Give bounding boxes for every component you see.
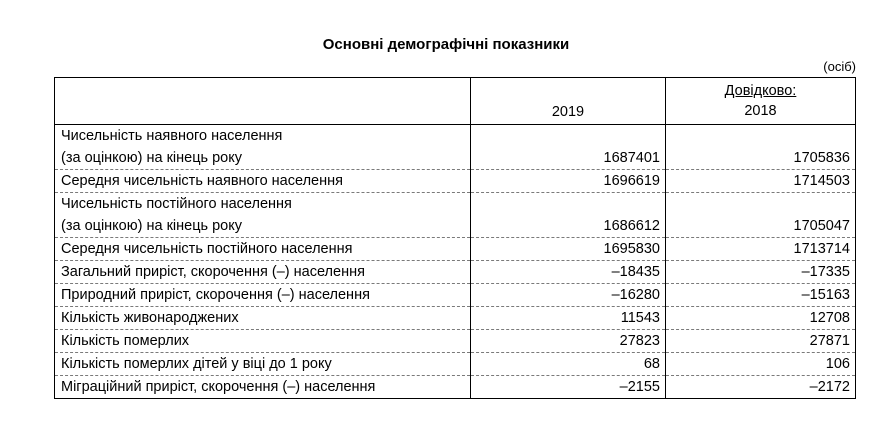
row-label-line: Чисельність наявного населення bbox=[61, 128, 283, 144]
value-2018: 12708 bbox=[666, 307, 856, 330]
value-2018: 27871 bbox=[666, 330, 856, 353]
value-2019: 68 bbox=[471, 353, 666, 376]
value-2019: –16280 bbox=[471, 284, 666, 307]
table-body bbox=[55, 125, 856, 399]
table-row bbox=[55, 238, 856, 261]
value-2018: 1714503 bbox=[666, 170, 856, 193]
table-row bbox=[55, 125, 856, 170]
row-label bbox=[55, 170, 471, 193]
row-label bbox=[55, 376, 471, 399]
row-label bbox=[55, 261, 471, 284]
demographic-table bbox=[54, 77, 856, 399]
value-2018: 1713714 bbox=[666, 238, 856, 261]
row-label-line: Кількість померлих дітей у віці до 1 року bbox=[61, 356, 332, 372]
header-reference-2018 bbox=[666, 78, 856, 125]
row-label-line: Природний приріст, скорочення (–) населення bbox=[61, 287, 370, 303]
value-2019: 11543 bbox=[471, 307, 666, 330]
header-reference-label: Довідково: bbox=[724, 83, 797, 99]
row-label bbox=[55, 238, 471, 261]
row-label bbox=[55, 193, 471, 238]
table-row bbox=[55, 170, 856, 193]
value-2019: 1687401 bbox=[471, 125, 666, 170]
row-label-line: Загальний приріст, скорочення (–) населення bbox=[61, 264, 365, 280]
table-row bbox=[55, 353, 856, 376]
value-2018: 1705047 bbox=[666, 193, 856, 238]
value-2019: 27823 bbox=[471, 330, 666, 353]
header-row bbox=[55, 78, 856, 125]
table-title: Основні демографічні показники bbox=[322, 36, 570, 53]
table-row bbox=[55, 330, 856, 353]
table-row bbox=[55, 284, 856, 307]
row-label-line: Середня чисельність постійного населення bbox=[61, 241, 353, 257]
value-2018: 106 bbox=[666, 353, 856, 376]
value-2019: 1696619 bbox=[471, 170, 666, 193]
unit-label: (осіб) bbox=[823, 59, 856, 74]
row-label bbox=[55, 353, 471, 376]
value-2018: –17335 bbox=[666, 261, 856, 284]
header-reference-year: 2018 bbox=[744, 103, 777, 119]
table-row bbox=[55, 307, 856, 330]
header-indicator bbox=[55, 78, 471, 125]
row-label-line: Середня чисельність наявного населення bbox=[61, 173, 343, 189]
value-2019: 1686612 bbox=[471, 193, 666, 238]
value-2018: –15163 bbox=[666, 284, 856, 307]
row-label-line: Кількість живонароджених bbox=[61, 310, 239, 326]
row-label-line: Кількість померлих bbox=[61, 333, 190, 349]
value-2019: –18435 bbox=[471, 261, 666, 284]
table-row bbox=[55, 376, 856, 399]
row-label bbox=[55, 330, 471, 353]
value-2019: –2155 bbox=[471, 376, 666, 399]
value-2018: –2172 bbox=[666, 376, 856, 399]
row-label bbox=[55, 125, 471, 170]
row-label-line: Міграційний приріст, скорочення (–) населення bbox=[61, 379, 376, 395]
row-label-line: (за оцінкою) на кінець року bbox=[61, 218, 242, 234]
row-label-line: Чисельність постійного населення bbox=[61, 196, 292, 212]
row-label-line: (за оцінкою) на кінець року bbox=[61, 150, 242, 166]
table-row bbox=[55, 193, 856, 238]
value-2019: 1695830 bbox=[471, 238, 666, 261]
row-label bbox=[55, 307, 471, 330]
header-year-2019: 2019 bbox=[471, 78, 666, 125]
table-row bbox=[55, 261, 856, 284]
value-2018: 1705836 bbox=[666, 125, 856, 170]
row-label bbox=[55, 284, 471, 307]
